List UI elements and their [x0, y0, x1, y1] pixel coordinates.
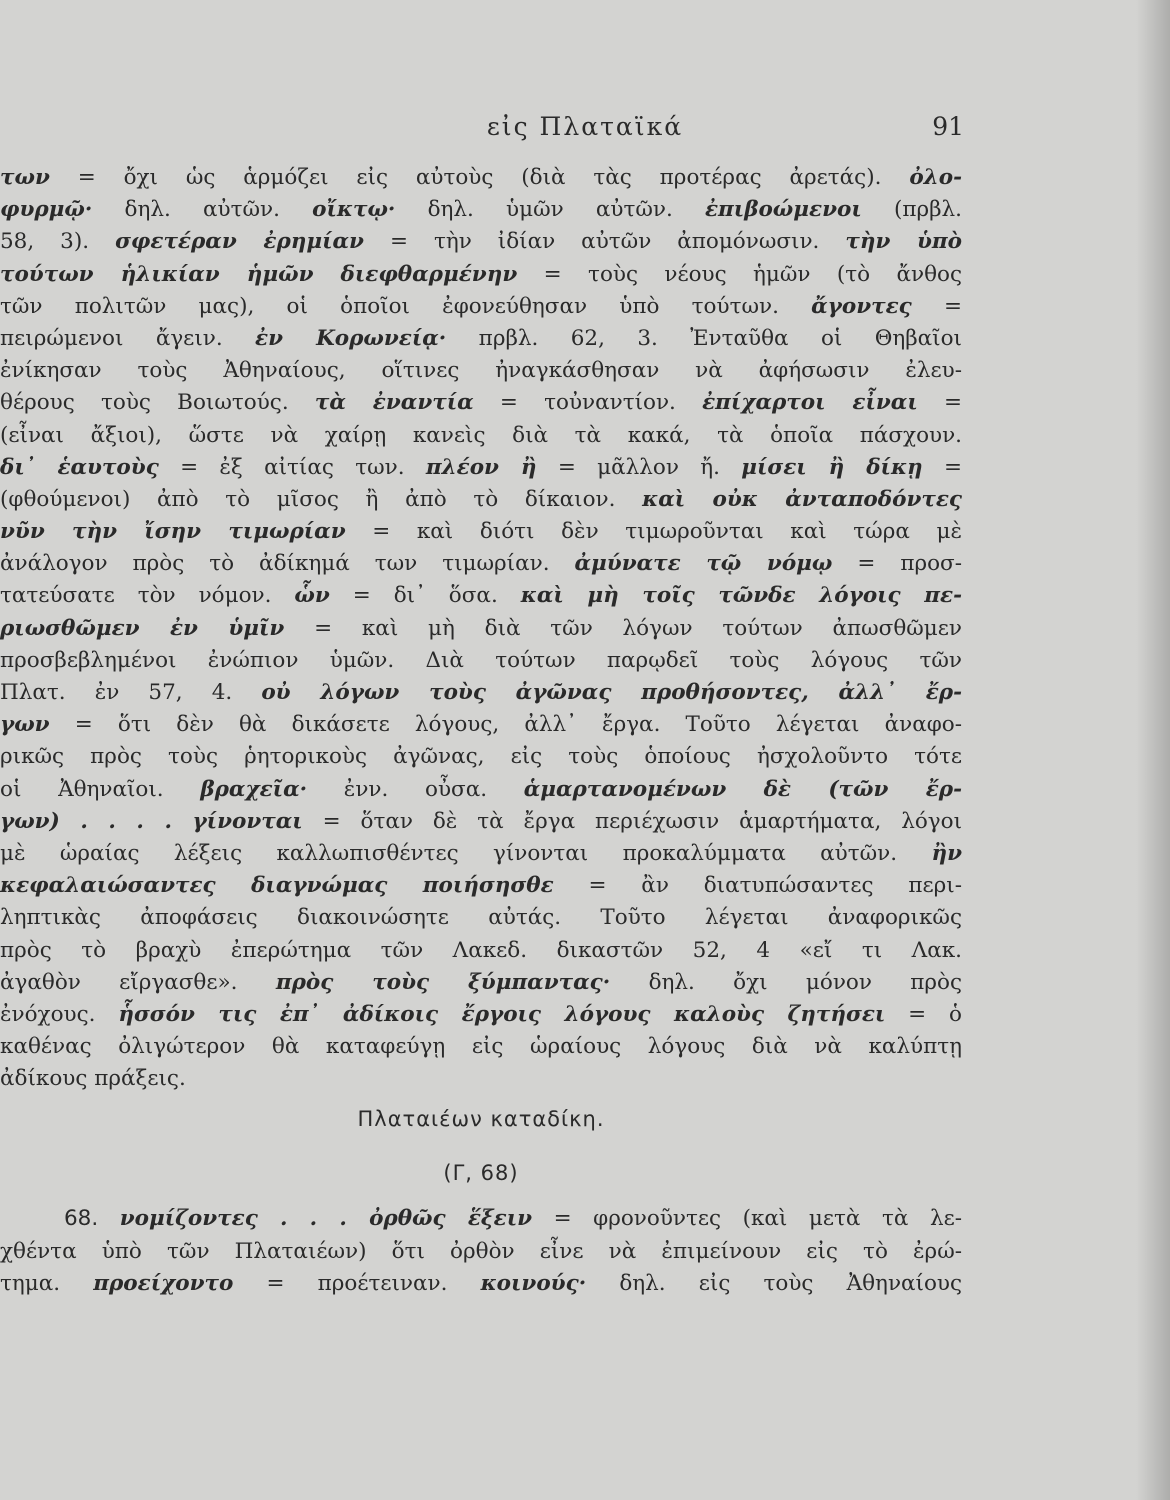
- running-title: εἰς Πλαταϊκά: [486, 112, 684, 141]
- text-line: [0, 548, 962, 580]
- gloss-text: δηλ. εἰς τοὺς Ἀθηναίους: [586, 1270, 962, 1296]
- commentary-block-before-heading: [0, 162, 962, 1095]
- gloss-text: δηλ. ὄχι μόνον πρὸς: [610, 969, 962, 995]
- lemma: τούτων ἡλικίαν ἡμῶν διεφθαρμένην: [0, 261, 518, 287]
- lemma: οἴκτῳ·: [312, 197, 396, 223]
- gloss-text: = τοὐναντίον.: [473, 390, 703, 416]
- text-line: [0, 516, 962, 548]
- gloss-text: = ὅταν δὲ τὰ ἔργα περιέχωσιν ἁμαρτήματα, λόγοι: [302, 808, 962, 834]
- lemma: πρὸς τοὺς ξύμπαντας·: [275, 969, 611, 995]
- lemma: κεφαλαιώσαντες διαγνώμας ποιήσησθε: [0, 873, 554, 899]
- section-heading: Πλαταιέων καταδίκη.: [357, 1107, 605, 1132]
- lemma: κοινούς·: [480, 1270, 587, 1296]
- gloss-text: =: [922, 454, 962, 480]
- gloss-text: οἱ Ἀθηναῖοι.: [0, 776, 201, 802]
- gloss-text: = μᾶλλον ἤ.: [536, 454, 742, 480]
- gloss-text: = καὶ μὴ διὰ τῶν λόγων τούτων ἀπωσθῶμεν: [284, 615, 962, 641]
- gloss-text: =: [911, 293, 962, 319]
- gloss-text: ἀνάλογον πρὸς τὸ ἀδίκημά των τιμωρίαν.: [0, 551, 575, 577]
- text-line: [0, 967, 962, 999]
- lemma: βραχεῖα·: [200, 776, 308, 802]
- lemma: των: [0, 165, 50, 190]
- lemma: ἄγοντες: [811, 293, 912, 319]
- commentary-block-section-68: [0, 1203, 962, 1300]
- gloss-text: τατεύσατε τὸν νόμον.: [0, 583, 295, 609]
- text-line: [0, 259, 962, 291]
- gloss-text: χθέντα ὑπὸ τῶν Πλαταιέων) ὅτι ὀρθὸν εἶνε νὰ ἐπιμείνουν εἰς τὸ ἐρώ-: [0, 1238, 962, 1264]
- text-line: [0, 291, 962, 323]
- gloss-text: = τὴν ἰδίαν αὐτῶν ἀπομόνωσιν.: [363, 229, 846, 255]
- gloss-text: θέρους τοὺς Βοιωτούς.: [0, 390, 315, 416]
- lemma: ἐν Κορωνείᾳ·: [255, 325, 447, 351]
- text-line: [0, 677, 962, 709]
- gloss-text: = δι᾽ ὅσα.: [329, 583, 521, 609]
- gloss-text: ἐνόχους.: [0, 1001, 119, 1027]
- lemma: ἢν: [931, 840, 962, 866]
- text-line: [0, 1203, 962, 1235]
- gloss-text: = ἐξ αἰτίας των.: [158, 454, 426, 480]
- lemma: προείχοντο: [93, 1270, 234, 1296]
- lemma: πλέον ἢ: [425, 454, 537, 480]
- gloss-text: δηλ. ὑμῶν αὐτῶν.: [395, 197, 705, 223]
- lemma: φυρμῷ·: [0, 197, 93, 223]
- lemma: μίσει ἢ δίκῃ: [741, 454, 923, 480]
- gloss-text: πειρώμενοι ἄγειν.: [0, 325, 256, 351]
- lemma: ἐπιβοώμενοι: [704, 197, 862, 223]
- text-line: [0, 1268, 962, 1300]
- lemma: ὧν: [294, 583, 330, 609]
- gloss-text: Πλατ. ἐν 57, 4.: [0, 680, 262, 705]
- gloss-text: =: [917, 390, 962, 416]
- text-line: [0, 613, 962, 645]
- text-line: [0, 355, 962, 387]
- gloss-text: = ὅτι δὲν θὰ δικάσετε λόγους, ἀλλ᾽ ἔργα. Τοῦτο λέγεται ἀναφο-: [49, 712, 962, 738]
- gloss-text: = φρονοῦντες (καὶ μετὰ τὰ λε-: [532, 1206, 962, 1232]
- gloss-text: προσβεβλημένοι ἐνώπιον ὑμῶν. Διὰ τούτων παρῳδεῖ τοὺς λόγους τῶν: [0, 647, 962, 673]
- page-edge-shadow: [1136, 0, 1170, 1500]
- gloss-text: = τοὺς νέους ἡμῶν (τὸ ἄνθος: [517, 261, 962, 287]
- section-number: 68.: [64, 1206, 120, 1232]
- text-line: [0, 580, 962, 612]
- lemma: δι᾽ ἑαυτοὺς: [0, 454, 159, 480]
- section-reference: (Γ, 68): [443, 1161, 519, 1186]
- text-line: [0, 645, 962, 677]
- lemma: καὶ οὐκ ἀνταποδόντες: [642, 486, 962, 512]
- gloss-text: = καὶ διότι δὲν τιμωροῦνται καὶ τώρα μὲ: [345, 519, 962, 545]
- lemma: νομίζοντες . . . ὀρθῶς ἕξειν: [119, 1206, 533, 1232]
- gloss-text: ἀδίκους πράξεις.: [0, 1066, 186, 1092]
- gloss-text: (φθούμενοι) ἀπὸ τὸ μῖσος ἢ ἀπὸ τὸ δίκαιον.: [0, 486, 643, 512]
- lemma: τὴν ὑπὸ: [845, 229, 962, 255]
- lemma: καὶ μὴ τοῖς τῶνδε λόγοις πε-: [520, 583, 962, 609]
- gloss-text: ἀγαθὸν εἴργασθε».: [0, 969, 276, 995]
- text-line: [0, 323, 962, 355]
- gloss-text: πρὸς τὸ βραχὺ ἐπερώτημα τῶν Λακεδ. δικαστῶν 52, 4 «εἴ τι Λακ.: [0, 937, 962, 963]
- text-line: [0, 902, 962, 934]
- text-line: [0, 741, 962, 773]
- text-line: [0, 870, 962, 902]
- gloss-text: τῶν πολιτῶν μας), οἱ ὁποῖοι ἐφονεύθησαν ὑπὸ τούτων.: [0, 293, 812, 319]
- text-line: [0, 1031, 962, 1063]
- lemma: ἀμύνατε τῷ νόμῳ: [574, 551, 833, 577]
- text-line: [0, 709, 962, 741]
- text-line: [0, 194, 962, 226]
- text-line: [0, 838, 962, 870]
- text-line: [0, 387, 962, 419]
- text-line: [0, 774, 962, 806]
- lemma: οὐ λόγων τοὺς ἀγῶνας προθήσοντες, ἀλλ᾽ ἔρ-: [261, 680, 962, 705]
- page-header: [0, 112, 1170, 148]
- lemma: γων: [0, 712, 50, 738]
- gloss-text: 58, 3).: [0, 229, 116, 255]
- gloss-text: ρικῶς πρὸς τοὺς ῥητορικοὺς ἀγῶνας, εἰς τοὺς ὁποίους ἠσχολοῦντο τότε: [0, 744, 962, 770]
- lemma: ριωσθῶμεν ἐν ὑμῖν: [0, 615, 285, 641]
- lemma: ἧσσόν τις ἐπ᾽ ἀδίκοις ἔργοις λόγους καλοὺς ζητήσει: [118, 1001, 886, 1027]
- gloss-text: (πρβλ.: [861, 197, 962, 223]
- text-line: [0, 484, 962, 516]
- lemma: ἁμαρτανομένων δὲ (τῶν ἔρ-: [523, 776, 962, 802]
- text-line: [0, 420, 962, 452]
- gloss-text: τημα.: [0, 1270, 94, 1296]
- gloss-text: μὲ ὡραίας λέξεις καλλωπισθέντες γίνονται προκαλύμματα αὐτῶν.: [0, 840, 932, 866]
- text-line: [0, 226, 962, 258]
- gloss-text: = ὄχι ὡς ἁρμόζει εἰς αὐτοὺς (διὰ τὰς προτέρας ἀρετάς).: [49, 165, 910, 190]
- gloss-text: = προσ-: [832, 551, 962, 577]
- lemma: τὰ ἐναντία: [314, 390, 474, 416]
- lemma: νῦν τὴν ἴσην τιμωρίαν: [0, 519, 346, 545]
- text-line: [0, 935, 962, 967]
- gloss-text: ληπτικὰς ἀποφάσεις διακοινώσητε αὐτάς. Τοῦτο λέγεται ἀναφορικῶς: [0, 905, 962, 931]
- lemma: ὀλο-: [909, 165, 962, 190]
- gloss-text: καθένας ὀλιγώτερον θὰ καταφεύγῃ εἰς ὡραίους λόγους διὰ νὰ καλύπτῃ: [0, 1034, 962, 1060]
- text-line: [0, 1236, 962, 1268]
- gloss-text: = προέτειναν.: [233, 1270, 481, 1296]
- gloss-text: δηλ. αὐτῶν.: [92, 197, 313, 223]
- gloss-text: = ὁ: [885, 1001, 962, 1027]
- page-number: 91: [932, 112, 964, 141]
- lemma: ἐπίχαρτοι εἶναι: [702, 390, 918, 416]
- lemma: σφετέραν ἐρημίαν: [115, 229, 364, 255]
- commentary-text: [0, 162, 962, 1300]
- text-line: [0, 162, 962, 194]
- text-line: [0, 1063, 962, 1095]
- gloss-text: ἐνν. οὖσα.: [307, 776, 524, 802]
- gloss-text: (εἶναι ἄξιοι), ὥστε νὰ χαίρῃ κανεὶς διὰ τὰ κακά, τὰ ὁποῖα πάσχουν.: [0, 422, 962, 448]
- lemma: γων) . . . . γίνονται: [0, 808, 303, 834]
- text-line: [0, 999, 962, 1031]
- gloss-text: = ἂν διατυπώσαντες περι-: [553, 873, 962, 899]
- gloss-text: πρβλ. 62, 3. Ἐνταῦθα οἱ Θηβαῖοι: [446, 325, 962, 351]
- gloss-text: ἐνίκησαν τοὺς Ἀθηναίους, οἵτινες ἠναγκάσθησαν νὰ ἀφήσωσιν ἐλευ-: [0, 358, 962, 384]
- text-line: [0, 806, 962, 838]
- text-line: [0, 452, 962, 484]
